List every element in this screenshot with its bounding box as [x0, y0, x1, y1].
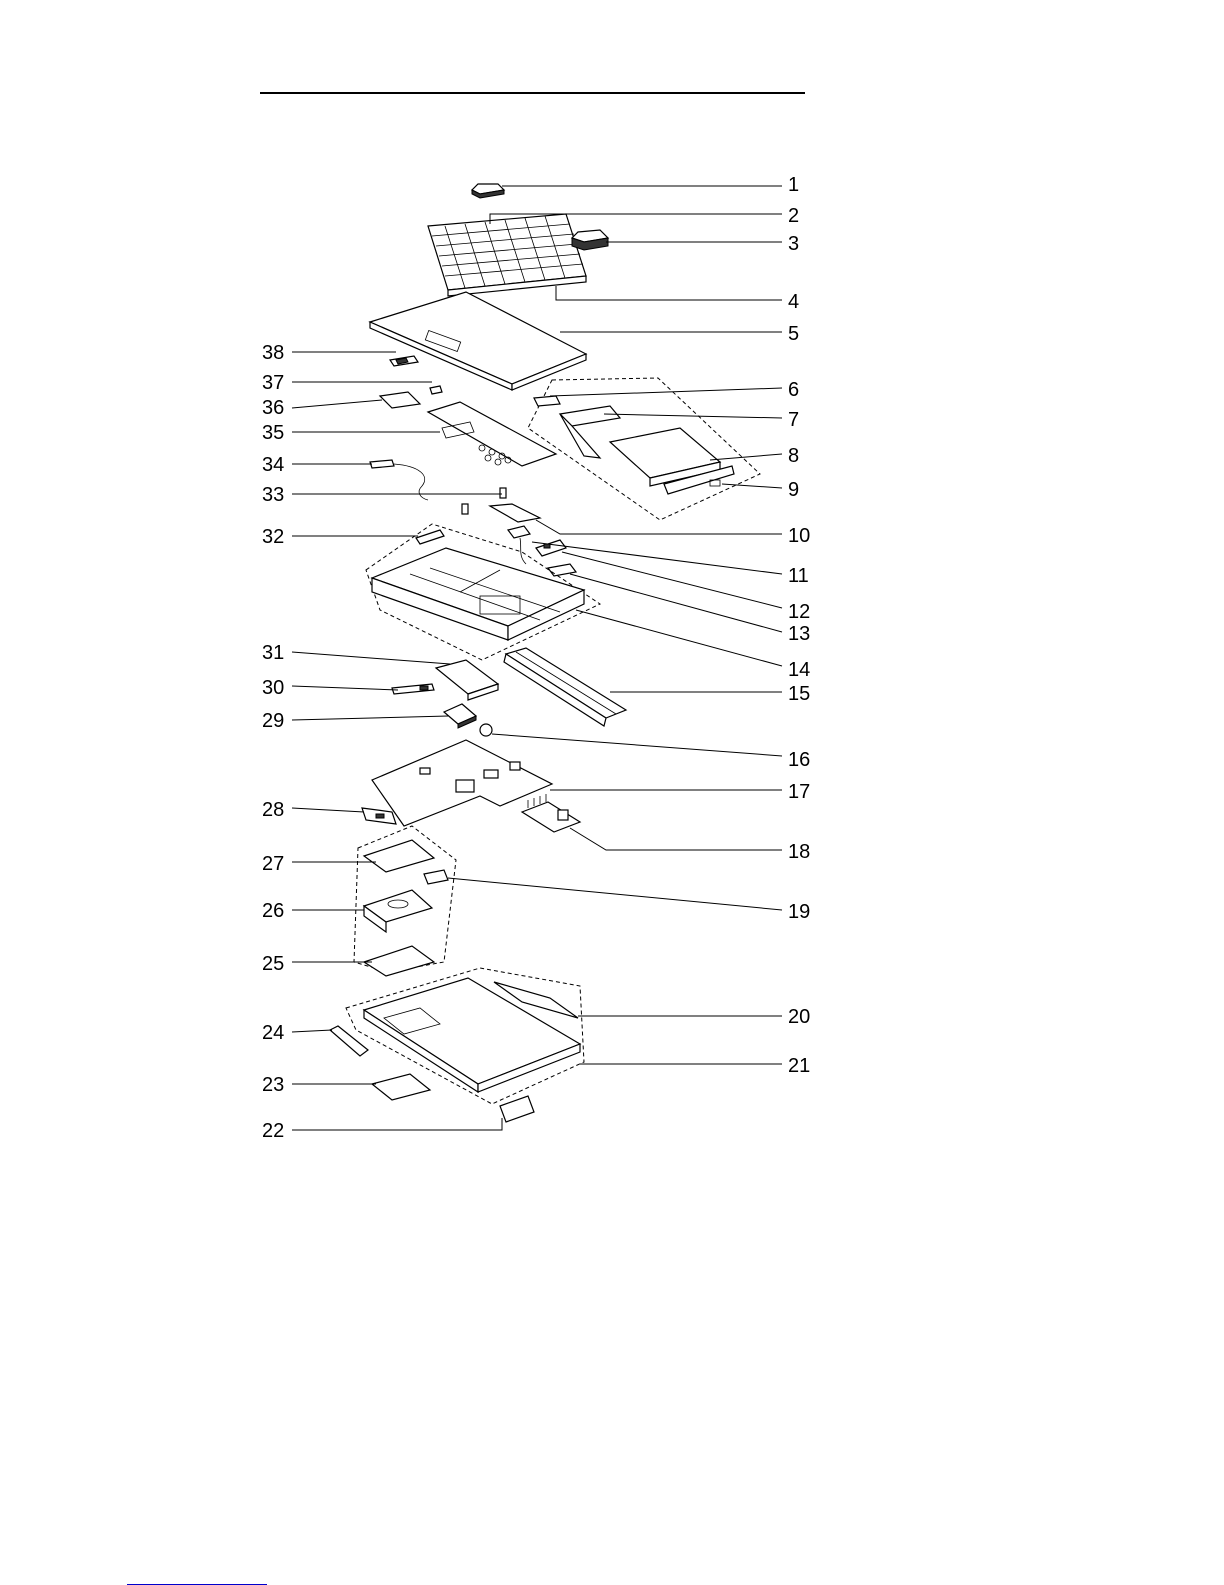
- callout-33: 33: [262, 484, 285, 506]
- callout-38: 38: [262, 342, 285, 364]
- callout-10: 10: [788, 525, 811, 547]
- callout-35: 35: [262, 422, 285, 444]
- part-2-keyboard: [428, 214, 586, 296]
- part-10-cable: [490, 504, 540, 522]
- callout-29: 29: [262, 710, 285, 732]
- callout-15: 15: [788, 683, 811, 705]
- callout-16: 16: [788, 749, 811, 771]
- callout-7: 7: [788, 409, 800, 431]
- callout-5: 5: [788, 323, 800, 345]
- part-3-hinge-cover: [572, 230, 608, 250]
- part-31-pc-card-slot: [436, 660, 498, 700]
- part-12-switch-board: [536, 540, 566, 556]
- part-14-chassis: [366, 524, 600, 660]
- callout-labels-right: [788, 174, 810, 1077]
- callout-3: 3: [788, 233, 800, 255]
- part-15-battery: [504, 648, 626, 726]
- callout-24: 24: [262, 1022, 285, 1044]
- callout-17: 17: [788, 781, 811, 803]
- callout-18: 18: [788, 841, 811, 863]
- callout-25: 25: [262, 953, 285, 975]
- part-36-touchpad: [380, 392, 420, 408]
- callout-labels-left: [262, 342, 284, 1142]
- callout-28: 28: [262, 799, 285, 821]
- part-11-speaker: [508, 526, 530, 564]
- part-24-cover: [330, 1026, 368, 1056]
- callout-2: 2: [788, 205, 800, 227]
- callout-32: 32: [262, 526, 285, 548]
- callout-13: 13: [788, 623, 811, 645]
- part-37-clip: [430, 386, 442, 394]
- callout-22: 22: [262, 1120, 285, 1142]
- part-6-9-cdrom-module: [528, 378, 760, 520]
- callout-27: 27: [262, 853, 285, 875]
- part-30-connector: [392, 684, 434, 694]
- part-22-door: [500, 1096, 534, 1122]
- callout-23: 23: [262, 1074, 285, 1096]
- part-1-hinge-cover: [472, 184, 504, 198]
- callout-1: 1: [788, 174, 800, 196]
- callout-21: 21: [788, 1055, 811, 1077]
- callout-12: 12: [788, 601, 811, 623]
- part-16-coin-battery: [480, 724, 492, 736]
- callout-20: 20: [788, 1006, 811, 1028]
- callout-8: 8: [788, 445, 800, 467]
- part-5-top-case: [370, 292, 586, 390]
- callout-14: 14: [788, 659, 811, 681]
- part-19-27-hdd-module: [354, 826, 456, 976]
- callout-11: 11: [788, 565, 809, 587]
- callout-26: 26: [262, 900, 285, 922]
- callout-6: 6: [788, 379, 800, 401]
- part-28-memory: [362, 808, 396, 824]
- part-38-board: [390, 356, 418, 366]
- callout-37: 37: [262, 372, 285, 394]
- callout-31: 31: [262, 642, 285, 664]
- part-23-pad: [372, 1074, 430, 1100]
- callout-9: 9: [788, 479, 800, 501]
- part-29-cpu: [444, 704, 476, 728]
- part-18-io-board: [522, 794, 580, 832]
- callout-36: 36: [262, 397, 285, 419]
- callout-19: 19: [788, 901, 811, 923]
- callout-4: 4: [788, 291, 800, 313]
- callout-34: 34: [262, 454, 285, 476]
- callout-30: 30: [262, 677, 285, 699]
